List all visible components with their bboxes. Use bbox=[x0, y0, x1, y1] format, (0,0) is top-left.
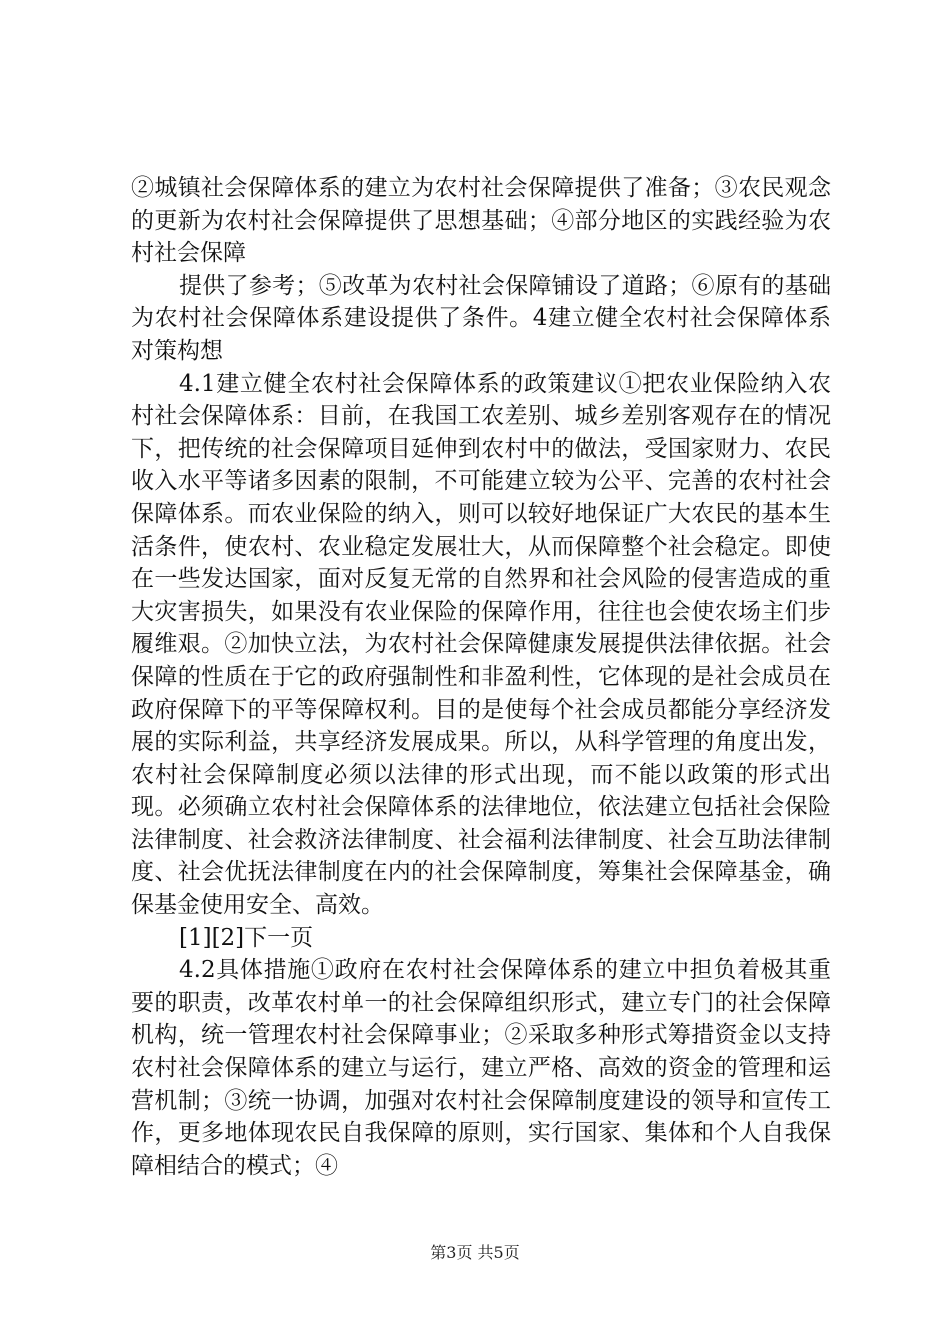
paragraph-1: ②城镇社会保障体系的建立为农村社会保障提供了准备；③农民观念的更新为农村社会保障提供了思想基础；④部分地区的实践经验为农村社会保障 bbox=[131, 175, 831, 267]
page-footer: 第3页 共5页 bbox=[430, 1243, 520, 1262]
pagination-links[interactable]: [1][2]下一页 bbox=[179, 924, 314, 951]
document-body bbox=[131, 172, 831, 1182]
paragraph-3: 4.1建立健全农村社会保障体系的政策建议①把农业保险纳入农村社会保障体系：目前，在我国工农差别、城乡差别客观存在的情况下，把传统的社会保障项目延伸到农村中的做法，受国家财力、农民收入水平等诸多因素的限制，不可能建立较为公平、完善的农村社会保障体系。而农业保险的纳入，则可以较好地保证广大农民的基本生活条件，使农村、农业稳定发展壮大，从而保障整个社会稳定。即使在一些发达国家，面对反复无常的自然界和社会风险的侵害造成的重大灾害损失，如果没有农业保险的保障作用，往往也会使农场主们步履维艰。②加快立法，为农村社会保障健康发展提供法律依据。社会保障的性质在于它的政府强制性和非盈利性，它体现的是社会成员在政府保障下的平等保障权利。目的是使每个社会成员都能分享经济发展的实际利益，共享经济发展成果。所以，从科学管理的角度出发，农村社会保障制度必须以法律的形式出现，而不能以政策的形式出现。必须确立农村社会保障体系的法律地位，依法建立包括社会保险法律制度、社会救济法律制度、社会福利法律制度、社会互助法律制度、社会优抚法律制度在内的社会保障制度，筹集社会保障基金，确保基金使用安全、高效。 bbox=[131, 370, 831, 919]
paragraph-2: 提供了参考；⑤改革为农村社会保障铺设了道路；⑥原有的基础为农村社会保障体系建设提供了条件。4建立健全农村社会保障体系对策构想 bbox=[131, 272, 831, 364]
paragraph-4: 4.2具体措施①政府在农村社会保障体系的建立中担负着极其重要的职责，改革农村单一的社会保障组织形式，建立专门的社会保障机构，统一管理农村社会保障事业；②采取多种形式筹措资金以支持农村社会保障体系的建立与运行，建立严格、高效的资金的管理和运营机制；③统一协调，加强对农村社会保障制度建设的领导和宣传工作，更多地体现农民自我保障的原则，实行国家、集体和个人自我保障相结合的模式；④ bbox=[131, 957, 831, 1179]
